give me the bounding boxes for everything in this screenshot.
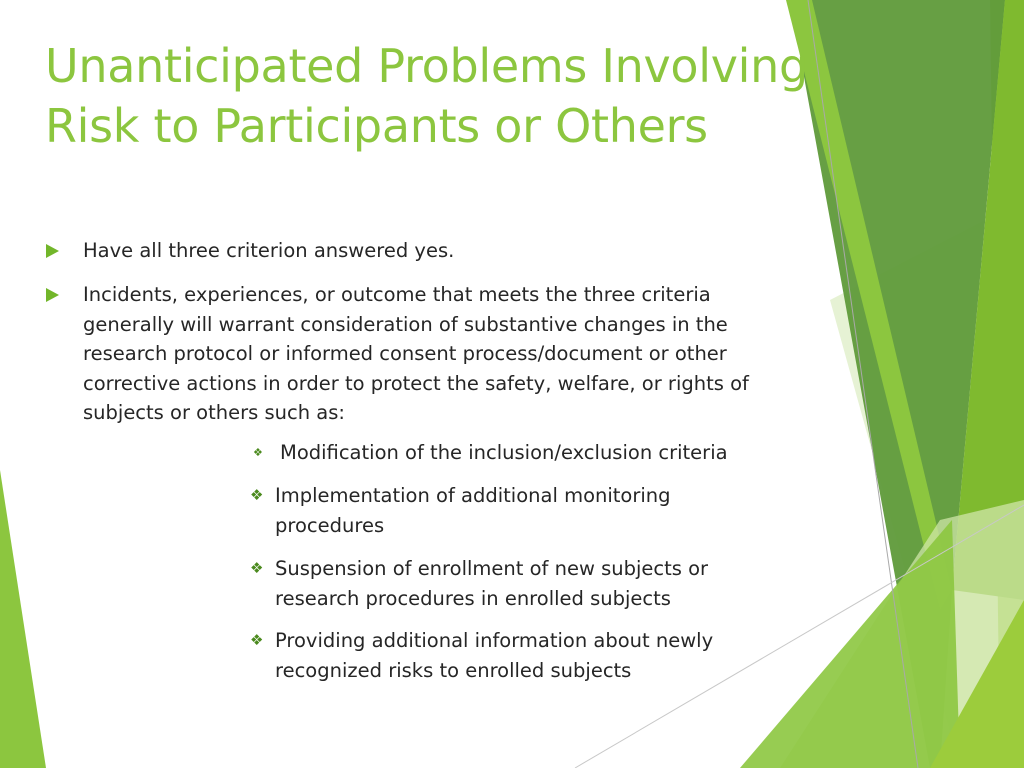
sub-bullet-item-2: [250, 481, 790, 540]
diamond-bullet-icon: ❖: [250, 631, 264, 649]
triangle-arrow-icon: [46, 244, 59, 258]
bullet-text-2: Incidents, experiences, or outcome that meets the three criteria generally will warrant consideration of substantive changes in the research protocol or informed consent process/document or other corrective actions in order to protect the safety, welfare, or rights of subjects or others such as:: [83, 283, 749, 424]
slide-title-line-2: Risk to Participants or Others: [45, 99, 708, 153]
bullet-text-1: Have all three criterion answered yes.: [83, 239, 455, 262]
sub-bullet-item-1: [250, 438, 790, 468]
bullet-item-2: [46, 280, 806, 428]
sub-bullet-text-1: Modification of the inclusion/exclusion criteria: [280, 441, 728, 464]
triangle-arrow-icon: [46, 288, 59, 302]
sub-bullet-text-2: Implementation of additional monitoring procedures: [275, 484, 671, 537]
diamond-bullet-icon: ❖: [253, 446, 263, 459]
slide-title-line-1: Unanticipated Problems Involving: [45, 39, 808, 93]
sub-bullet-text-4: Providing additional information about newly recognized risks to enrolled subjects: [275, 629, 714, 682]
sub-bullet-item-3: [250, 554, 790, 613]
bullet-item-1: [46, 236, 806, 266]
sub-bullet-text-3: Suspension of enrollment of new subjects or research procedures in enrolled subjects: [275, 557, 709, 610]
sub-bullet-item-4: [250, 626, 790, 685]
diamond-bullet-icon: ❖: [250, 486, 264, 504]
diamond-bullet-icon: ❖: [250, 559, 264, 577]
